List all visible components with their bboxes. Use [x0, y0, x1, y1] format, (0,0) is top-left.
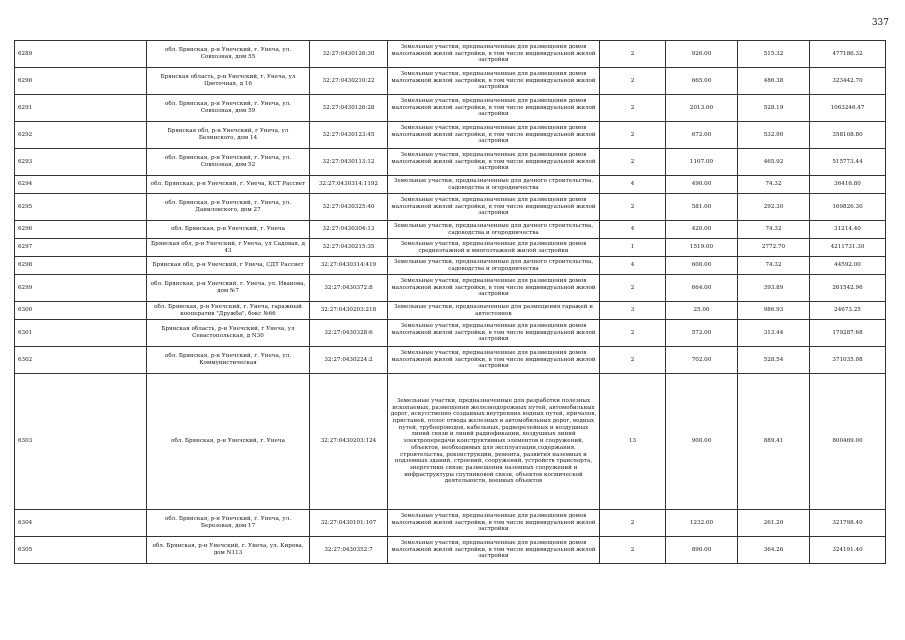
area-cell: 581.00 — [666, 194, 738, 221]
address-cell: обл. Брянская, р-н Унечский, г. Унеча, ул. Совхозная, дом 55 — [147, 41, 310, 68]
cadastral-number-cell: 32:27:0430126:28 — [310, 95, 388, 122]
row-number-cell: 6303 — [15, 374, 147, 510]
address-cell: обл. Брянская, р-н Унечский, г. Унеча, КСТ Рассвет — [147, 176, 310, 194]
cadastral-value-cell: 179287.68 — [810, 320, 886, 347]
specific-value-cell: 528.19 — [738, 95, 810, 122]
land-purpose-cell: Земельные участки, предназначенные для размещения домов малоэтажной жилой застройки, в том числе индивидуальной жилой застройки — [388, 347, 600, 374]
table-row — [15, 510, 886, 537]
cadastral-value-cell: 515773.44 — [810, 149, 886, 176]
address-cell: Брянская обл, р-н Унечский, г Унеча, СДТ Рассвет — [147, 257, 310, 275]
table-row — [15, 95, 886, 122]
specific-value-cell: 393.89 — [738, 275, 810, 302]
address-cell: обл. Брянская, р-н Унечский, г. Унеча, ул. Даниловского, дом 27 — [147, 194, 310, 221]
specific-value-cell: 313.44 — [738, 320, 810, 347]
group-number-cell: 2 — [600, 275, 666, 302]
address-cell: обл. Брянская, р-н Унечский, г. Унеча — [147, 374, 310, 510]
land-purpose-cell: Земельные участки, предназначенные для разработки полезных ископаемых, размещения железнодорожных путей, автомобильных дорог, искусственно созданных внутренних водных путей, причалов, пристаней, полос отвода железных и автомобильных дорог, водных путей, трубопроводов, кабельных, радиорелейных и воздушных линий связи и линий радиофикации, воздушных линий электропередачи конструктивных элементов и сооружений, объектов, необходимых для эксплуатации,содержания, строительства, реконструкции, ремонта, развития наземных и подземных зданий, строений, сооружений, устройств транспорта, энергетики связи; размещения наземных сооружений и инфраструктуры спутниковой связи, объектов космической деятельности, военных объектов — [388, 374, 600, 510]
land-purpose-cell: Земельные участки, предназначенные для дачного строительства, садоводства и огородничества — [388, 221, 600, 239]
address-cell: Брянская обл, р-н Унечский, г Унеча, ул Белинского, дом 14 — [147, 122, 310, 149]
specific-value-cell: 889.41 — [738, 374, 810, 510]
area-cell: 25.00 — [666, 302, 738, 320]
table-row — [15, 239, 886, 257]
cadastral-value-cell: 44592.00 — [810, 257, 886, 275]
address-cell: Брянская область, р-н Унечский, г Унеча, ул Севастопольская, д N30 — [147, 320, 310, 347]
land-purpose-cell: Земельные участки, предназначенные для дачного строительства, садоводства и огородничества — [388, 257, 600, 275]
group-number-cell: 2 — [600, 510, 666, 537]
row-number-cell: 6296 — [15, 221, 147, 239]
address-cell: обл. Брянская, р-н Унечский, г. Унеча, ул. Иванова, дом №7 — [147, 275, 310, 302]
cadastral-value-cell: 324191.40 — [810, 537, 886, 564]
area-cell: 2013.00 — [666, 95, 738, 122]
group-number-cell: 2 — [600, 537, 666, 564]
group-number-cell: 4 — [600, 176, 666, 194]
cadastral-value-cell: 31214.40 — [810, 221, 886, 239]
cadastral-number-cell: 32:27:0430215:35 — [310, 239, 388, 257]
specific-value-cell: 2772.70 — [738, 239, 810, 257]
table-row — [15, 41, 886, 68]
address-cell: обл. Брянская, р-н Унечский, г. Унеча, ул. Совхозная, дом 52 — [147, 149, 310, 176]
group-number-cell: 4 — [600, 257, 666, 275]
group-number-cell: 4 — [600, 221, 666, 239]
cadastral-value-cell: 371035.08 — [810, 347, 886, 374]
cadastral-value-cell: 24673.25 — [810, 302, 886, 320]
table-row — [15, 68, 886, 95]
cadastral-number-cell: 32:27:0430203:124 — [310, 374, 388, 510]
cadastral-number-cell: 32:27:0430314:1192 — [310, 176, 388, 194]
cadastral-value-cell: 169826.30 — [810, 194, 886, 221]
specific-value-cell: 515.32 — [738, 41, 810, 68]
cadastral-number-cell: 32:27:0430113:12 — [310, 149, 388, 176]
table-body — [15, 41, 886, 564]
land-purpose-cell: Земельные участки, предназначенные для размещения гаражей и автостоянок — [388, 302, 600, 320]
address-cell: обл. Брянская, р-н Унечский, г. Унеча, гаражный кооператив "Дружба", бокс №66 — [147, 302, 310, 320]
land-purpose-cell: Земельные участки, предназначенные для размещения домов малоэтажной жилой застройки, в том числе индивидуальной жилой застройки — [388, 149, 600, 176]
area-cell: 672.00 — [666, 122, 738, 149]
table-row — [15, 149, 886, 176]
land-purpose-cell: Земельные участки, предназначенные для размещения домов малоэтажной жилой застройки, в том числе индивидуальной жилой застройки — [388, 122, 600, 149]
row-number-cell: 6292 — [15, 122, 147, 149]
address-cell: обл. Брянская, р-н Унечский, г. Унеча, ул. Совхозная, дом 59 — [147, 95, 310, 122]
row-number-cell: 6295 — [15, 194, 147, 221]
row-number-cell: 6300 — [15, 302, 147, 320]
cadastral-value-cell: 321798.40 — [810, 510, 886, 537]
area-cell: 926.00 — [666, 41, 738, 68]
cadastral-number-cell: 32:27:0430210:22 — [310, 68, 388, 95]
cadastral-number-cell: 32:27:0430203:218 — [310, 302, 388, 320]
cadastral-value-cell: 358108.80 — [810, 122, 886, 149]
cadastral-number-cell: 32:27:0430304:13 — [310, 221, 388, 239]
row-number-cell: 6291 — [15, 95, 147, 122]
area-cell: 900.00 — [666, 374, 738, 510]
land-purpose-cell: Земельные участки, предназначенные для размещения домов среднеэтажной и многоэтажной жилой застройки — [388, 239, 600, 257]
table-row — [15, 302, 886, 320]
cadastral-value-cell: 323442.70 — [810, 68, 886, 95]
row-number-cell: 6289 — [15, 41, 147, 68]
area-cell: 664.00 — [666, 275, 738, 302]
specific-value-cell: 74.32 — [738, 257, 810, 275]
land-purpose-cell: Земельные участки, предназначенные для размещения домов малоэтажной жилой застройки, в том числе индивидуальной жилой застройки — [388, 320, 600, 347]
specific-value-cell: 486.38 — [738, 68, 810, 95]
group-number-cell: 2 — [600, 320, 666, 347]
group-number-cell: 3 — [600, 302, 666, 320]
cadastral-value-table — [14, 40, 886, 564]
row-number-cell: 6298 — [15, 257, 147, 275]
area-cell: 1519.00 — [666, 239, 738, 257]
specific-value-cell: 292.30 — [738, 194, 810, 221]
address-cell: обл. Брянская, р-н Унечский, г. Унеча — [147, 221, 310, 239]
group-number-cell: 13 — [600, 374, 666, 510]
specific-value-cell: 74.32 — [738, 176, 810, 194]
area-cell: 890.00 — [666, 537, 738, 564]
group-number-cell: 2 — [600, 194, 666, 221]
specific-value-cell: 986.93 — [738, 302, 810, 320]
cadastral-value-cell: 36416.80 — [810, 176, 886, 194]
group-number-cell: 2 — [600, 149, 666, 176]
land-purpose-cell: Земельные участки, предназначенные для размещения домов малоэтажной жилой застройки, в том числе индивидуальной жилой застройки — [388, 194, 600, 221]
specific-value-cell: 532.90 — [738, 122, 810, 149]
land-purpose-cell: Земельные участки, предназначенные для дачного строительства, садоводства и огородничества — [388, 176, 600, 194]
cadastral-number-cell: 32:27:0430224:2 — [310, 347, 388, 374]
row-number-cell: 6305 — [15, 537, 147, 564]
cadastral-number-cell: 32:27:0430352:7 — [310, 537, 388, 564]
address-cell: обл. Брянская, р-н Унечский, г. Унеча, ул. Кирова, дом N113 — [147, 537, 310, 564]
land-purpose-cell: Земельные участки, предназначенные для размещения домов малоэтажной жилой застройки, в том числе индивидуальной жилой застройки — [388, 537, 600, 564]
table-row — [15, 122, 886, 149]
row-number-cell: 6297 — [15, 239, 147, 257]
land-purpose-cell: Земельные участки, предназначенные для размещения домов малоэтажной жилой застройки, в том числе индивидуальной жилой застройки — [388, 510, 600, 537]
area-cell: 1107.00 — [666, 149, 738, 176]
specific-value-cell: 364.26 — [738, 537, 810, 564]
table-row — [15, 257, 886, 275]
row-number-cell: 6299 — [15, 275, 147, 302]
area-cell: 702.00 — [666, 347, 738, 374]
cadastral-number-cell: 32:27:0430372:8 — [310, 275, 388, 302]
specific-value-cell: 74.32 — [738, 221, 810, 239]
land-purpose-cell: Земельные участки, предназначенные для размещения домов малоэтажной жилой застройки, в том числе индивидуальной жилой застройки — [388, 275, 600, 302]
cadastral-number-cell: 32:27:0430126:30 — [310, 41, 388, 68]
land-purpose-cell: Земельные участки, предназначенные для размещения домов малоэтажной жилой застройки, в том числе индивидуальной жилой застройки — [388, 68, 600, 95]
row-number-cell: 6290 — [15, 68, 147, 95]
address-cell: Брянская обл, р-н Унечский, г Унеча, ул Садовая, д 43 — [147, 239, 310, 257]
area-cell: 572.00 — [666, 320, 738, 347]
area-cell: 665.00 — [666, 68, 738, 95]
specific-value-cell: 261.20 — [738, 510, 810, 537]
row-number-cell: 6304 — [15, 510, 147, 537]
table-row — [15, 537, 886, 564]
group-number-cell: 1 — [600, 239, 666, 257]
address-cell: Брянская область, р-н Унечский, г. Унеча, ул Цветочная, д 16 — [147, 68, 310, 95]
cadastral-number-cell: 32:27:0430101:107 — [310, 510, 388, 537]
table-row — [15, 176, 886, 194]
cadastral-number-cell: 32:27:0430328:6 — [310, 320, 388, 347]
group-number-cell: 2 — [600, 41, 666, 68]
row-number-cell: 6294 — [15, 176, 147, 194]
address-cell: обл. Брянская, р-н Унечский, г. Унеча, ул. Коммунистическая — [147, 347, 310, 374]
table-row — [15, 320, 886, 347]
group-number-cell: 2 — [600, 95, 666, 122]
address-cell: обл. Брянская, р-н Унечский, г. Унеча, ул. Березовая, дом 17 — [147, 510, 310, 537]
specific-value-cell: 465.92 — [738, 149, 810, 176]
land-purpose-cell: Земельные участки, предназначенные для размещения домов малоэтажной жилой застройки, в том числе индивидуальной жилой застройки — [388, 95, 600, 122]
table-row — [15, 275, 886, 302]
area-cell: 600.00 — [666, 257, 738, 275]
row-number-cell: 6301 — [15, 320, 147, 347]
cadastral-value-cell: 800469.00 — [810, 374, 886, 510]
cadastral-value-cell: 477186.32 — [810, 41, 886, 68]
group-number-cell: 2 — [600, 347, 666, 374]
table-row — [15, 221, 886, 239]
area-cell: 420.00 — [666, 221, 738, 239]
table-row — [15, 194, 886, 221]
cadastral-number-cell: 32:27:0430325:40 — [310, 194, 388, 221]
group-number-cell: 2 — [600, 68, 666, 95]
area-cell: 490.00 — [666, 176, 738, 194]
group-number-cell: 2 — [600, 122, 666, 149]
cadastral-value-cell: 1063246.47 — [810, 95, 886, 122]
land-purpose-cell: Земельные участки, предназначенные для размещения домов малоэтажной жилой застройки, в том числе индивидуальной жилой застройки — [388, 41, 600, 68]
cadastral-number-cell: 32:27:0430314:419 — [310, 257, 388, 275]
row-number-cell: 6293 — [15, 149, 147, 176]
table-row — [15, 374, 886, 510]
cadastral-value-cell: 261542.96 — [810, 275, 886, 302]
cadastral-number-cell: 32:27:0430123:45 — [310, 122, 388, 149]
page-number: 337 — [871, 18, 889, 28]
area-cell: 1232.00 — [666, 510, 738, 537]
cadastral-value-cell: 4211731.30 — [810, 239, 886, 257]
row-number-cell: 6302 — [15, 347, 147, 374]
specific-value-cell: 528.54 — [738, 347, 810, 374]
table-row — [15, 347, 886, 374]
